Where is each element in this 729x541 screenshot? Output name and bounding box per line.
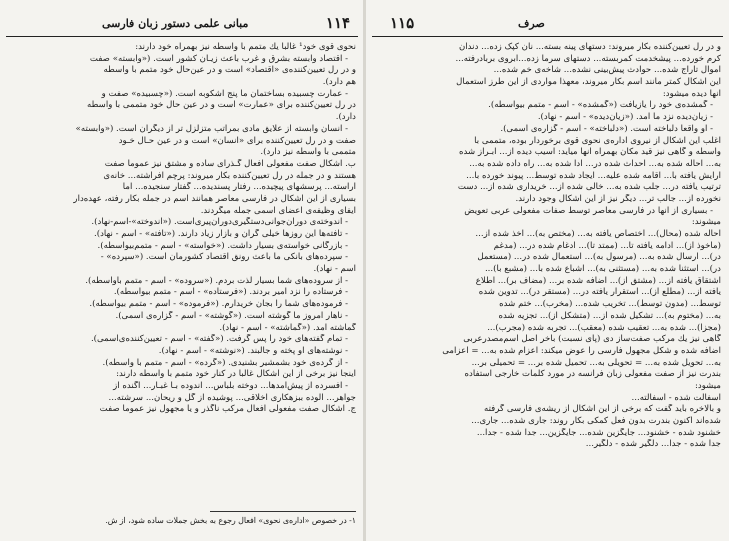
text-line: آسفالت شده - آسفالته... (631, 392, 721, 403)
left-page-running-title: مبانی علمی دستور زبان فارسی (102, 17, 249, 30)
text-line: آنها دیده میشود: (662, 88, 721, 99)
text-line: و بالاخره باید گفت که برخی از این اشکال از ریشه‌ی فارسی گرفته (483, 404, 721, 415)
text-line: هم دارد). (322, 77, 356, 88)
text-line: ج. اشکال صفت مفعولی افعال مرکب ناگذر و یا مجهول نیز عموماً صفت (99, 404, 356, 415)
text-line: (مأخوذ از)... ادامه یافته تا... (ممتد تا)... ادغام شده در... (مدغم (493, 240, 721, 251)
text-line: شده‌اند اکنون بندرت بدون فعل کمکی بکار روند: جاری شده... جاری... (471, 416, 721, 426)
text-line: میشود: (694, 380, 721, 391)
text-line: - فرستاده را نزد امیر بردند. («فرستاده» - اسم - متمم بیواسطه). (113, 287, 348, 298)
right-page-header (372, 14, 723, 37)
text-line: دارد). (335, 112, 356, 123)
text-line: ب. اشکال صفت مفعولی افعال گـذرای ساده و مشتق نیز عموماً صفت (104, 158, 356, 169)
text-line: متممی با واسطه نیز دارد). (260, 147, 356, 158)
text-line: - بازرگانی خواسته‌ی بسیار داشت. («خواسته» - اسم - متمم‌بیواسطه). (97, 240, 348, 251)
text-line: اشتقاق یافته از... (مشتق از)... اضافه شده بر... (مضاف بر)... اطلاع (475, 275, 721, 286)
text-line: صفت و در رل تعیین‌کننده برای «انسان» است و در عین حـال خـود (118, 135, 356, 146)
text-line: - از سروده‌های شما بسیار لذت بردم. («سروده» - اسم - متمم باواسطه). (85, 275, 348, 286)
text-line: اموال تاراج شده... حوادث پیش‌بینی نشده... شاخه‌ی خم شده... (493, 65, 721, 76)
text-line: بندرت نیز از صفت مفعولی زبان فرانسه در مورد کلمات خارجی استفاده (464, 369, 721, 380)
text-line: آرایش یافته با... اقامه شده علیه... ایجاد شده توسط... پیوند خورده با... (466, 170, 721, 181)
text-line: میشوند: (691, 217, 721, 228)
text-line: اینجا نیز برخی از این اشکال غالباً در کنار خود متمم با واسطه دارند: (116, 369, 356, 380)
text-line: - ناهار امروز ما گوشته است. («گوشته» - اسم - گزاره‌ی اسمی). (115, 310, 348, 321)
text-line: در)... ارسال شده به... (مرسول به)... استعمال شده در... (مستعمل (477, 252, 721, 263)
text-line: در رل تعیین‌کننده برای «عمارت» است و در عین حال خود متممی با واسطه (86, 100, 356, 111)
text-line: - او واقعاً دلباخته است. («دلباخته» - اسم - گزاره‌ی اسمی). (500, 123, 713, 134)
text-line: - بسیاری از آنها در فارسی معاصر توسط صفات مفعولی عربی تعویض (464, 205, 713, 216)
left-page-body (8, 42, 356, 416)
text-line: کرم خورده... پیشخدمت کمربسته... دستهای سرما زده...آبروی بربادرفته... (455, 53, 721, 64)
text-line: (مجزا)... شده به... تعقیب شده (معقب)... تجربه شده (مجرب)... (487, 322, 721, 333)
text-line: این اشکال کمتر مانند اسم بکار میروند، معهذا مواردی از این طرز استعمال (456, 77, 721, 88)
text-line: آراسته... پرسشهای پیچیده... رفتار پسندیده... گفتار سنجیده... اما (122, 182, 356, 193)
text-line: گاهی نیز یك مرکب صفت‌ساز دی (پای نسبت) بآخر اصل اسم‌مصدرعربی (463, 334, 721, 345)
text-line: احاله شده (محال)... اختصاص یافته به... (مختص به)... اخذ شده از... (475, 229, 721, 239)
footnote-separator (210, 511, 356, 512)
text-line: - تافته‌ها این روزها خیلی گران و بازار زیاد دارند. («تافته» - اسم - نهاد). (93, 229, 348, 239)
left-page-number: ۱۱۴ (325, 14, 350, 32)
text-line: خشنود شده - خشنود... جایگزین شده... جایگزین... جدا شده - جدا... (476, 427, 721, 438)
text-line: و در رل تعیین‌کننده بکار میروند: دستهای پینه بسته... نان کپک زده... دندان (458, 42, 721, 52)
text-line: - فرموده‌های شما را بجان خریدارم. («فرموده» - اسم - متمم بیواسطه). (89, 299, 348, 310)
text-line: - انسان وابسته از علایق مادی بمراتب متزلزل تر از دیگران است. («وابسته» (75, 123, 348, 134)
text-line: بسیاری از این اشکال در فارسی معاصر همانند اسم در جمله بکار رفته، عهده‌دار (73, 193, 356, 204)
text-line: جواهر... آلوده ببزهکاری اخلاقی... پوشیده از گل و ریحان... سرشته... (108, 392, 356, 403)
text-line: - افسرده از پیش‌آمدها... دوخته بلباس... اندوده بـا غبـار... آگنده از (113, 380, 348, 391)
text-line: هستند و در جمله در رل تعیین‌کننده بکار میروند: پرچم افراشته... خانه‌ی (103, 170, 356, 181)
text-line: - از گرده‌ی خود بشمشیر بشنیدی. («گرده» - اسم - متمم با واسطه). (102, 357, 348, 368)
text-line: گماشته آمد. («گماشته» - اسم - نهاد). (219, 322, 356, 333)
text-line: - تمام گفته‌های خود را پس گرفت. («گفته» - اسم - تعیین‌کننده‌ی‌اسمی). (90, 334, 348, 345)
left-page-header (6, 14, 358, 37)
right-page-number: ۱۱۵ (390, 14, 415, 32)
text-line: - گمشده‌ی خود را یازیافت («گمشده» - اسم - متمم بیواسطه). (488, 100, 713, 111)
left-page-footnote: ۱- در خصوص «اداره‌ی نحوی» افعال رجوع به بخش جملات ساده شود، از ش. (105, 516, 356, 525)
text-line: نحوی قوی خود¹ غالباً یك متمم با واسطه نیز بهمراه خود دارند: (135, 42, 356, 52)
text-line: اغلب این اشکال از نیروی اداره‌ی نحوی قوی برخوردار بوده، متممی با (474, 135, 721, 146)
text-line: به... تحویل شده به... = تحویلی به... تحمیل شده بر... = تحمیلی بر... (471, 357, 721, 368)
text-line: یافته از... (مطلع از)... استقرار یافته در... (مستقر در)... تدوین شده (478, 287, 721, 298)
text-line: ترتیب یافته در... جلب شده به... خالی شده از... خریداری شده از... دست (457, 182, 721, 193)
text-line: به... احاله شده به... احداث شده در... ادا شده به... راه داده شده به... (469, 158, 721, 169)
text-line: و در رل تعیین‌کننده‌ی «اقتصاد» است و در عین‌حال خود متمم با واسطه (103, 65, 356, 76)
text-line: - زیان‌دیده نزد ما آمد. («زیان‌دیده» - اسم - نهاد). (537, 112, 713, 123)
right-page-running-title: صرف (518, 17, 545, 30)
text-line: جدا شده - جدا... دلگیر شده - دلگیر... (585, 439, 721, 450)
right-page (366, 0, 729, 541)
text-line: - سپرده‌های بانکی ما باعث رونق اقتصاد کشورمان است. («سپرده» - (100, 252, 348, 263)
text-line: توسط... (مدون توسط)... تخریب شده... (مخرب)... ختم شده (499, 299, 721, 310)
text-line: - نوشته‌های او پخته و جالبند. («نوشته» - اسم - نهاد). (158, 345, 348, 356)
text-line: به... (مختوم به)... تشکیل شده از... (متشکل از)... تجزیه شده (498, 310, 721, 321)
text-line: اضافه شده و شکل مجهول فارسی را عوض میکند: اعزام شده به... = اعزامی (442, 345, 721, 356)
text-line: نخورده از... جالب تر... دیگر نیز از این اشکال وجود دارند. (515, 193, 721, 204)
text-line: ایفای وظیفه‌ی اعضای اسمی جمله میگردند. (200, 205, 356, 216)
text-line: اسم - نهاد). (313, 264, 356, 275)
text-line: - اندوخته‌ی دوران‌جوانی‌دستگیری‌دوران‌پیری‌است. («اندوخته»-اسم-نهاد). (91, 217, 348, 228)
text-line: واسطه و گاهی نیز قید مکان بهمراه آنها میآید: آسیب دیده از... ابـراز شده (459, 147, 721, 158)
left-page (0, 0, 364, 541)
right-page-body (374, 42, 721, 451)
text-line: - اقتصاد وابسته بشرق و غرب باعث زیـان کشور است. («وابسته» صفت (89, 53, 348, 64)
text-line: - عمارت چسبیده بساختمان ما پنج اشکوبه است. («چسبیده» صفت و (101, 88, 348, 99)
text-line: در)... استثنا شده به... (مستثنی به)... اشباع شده با... (مشبع با)... (484, 264, 721, 275)
